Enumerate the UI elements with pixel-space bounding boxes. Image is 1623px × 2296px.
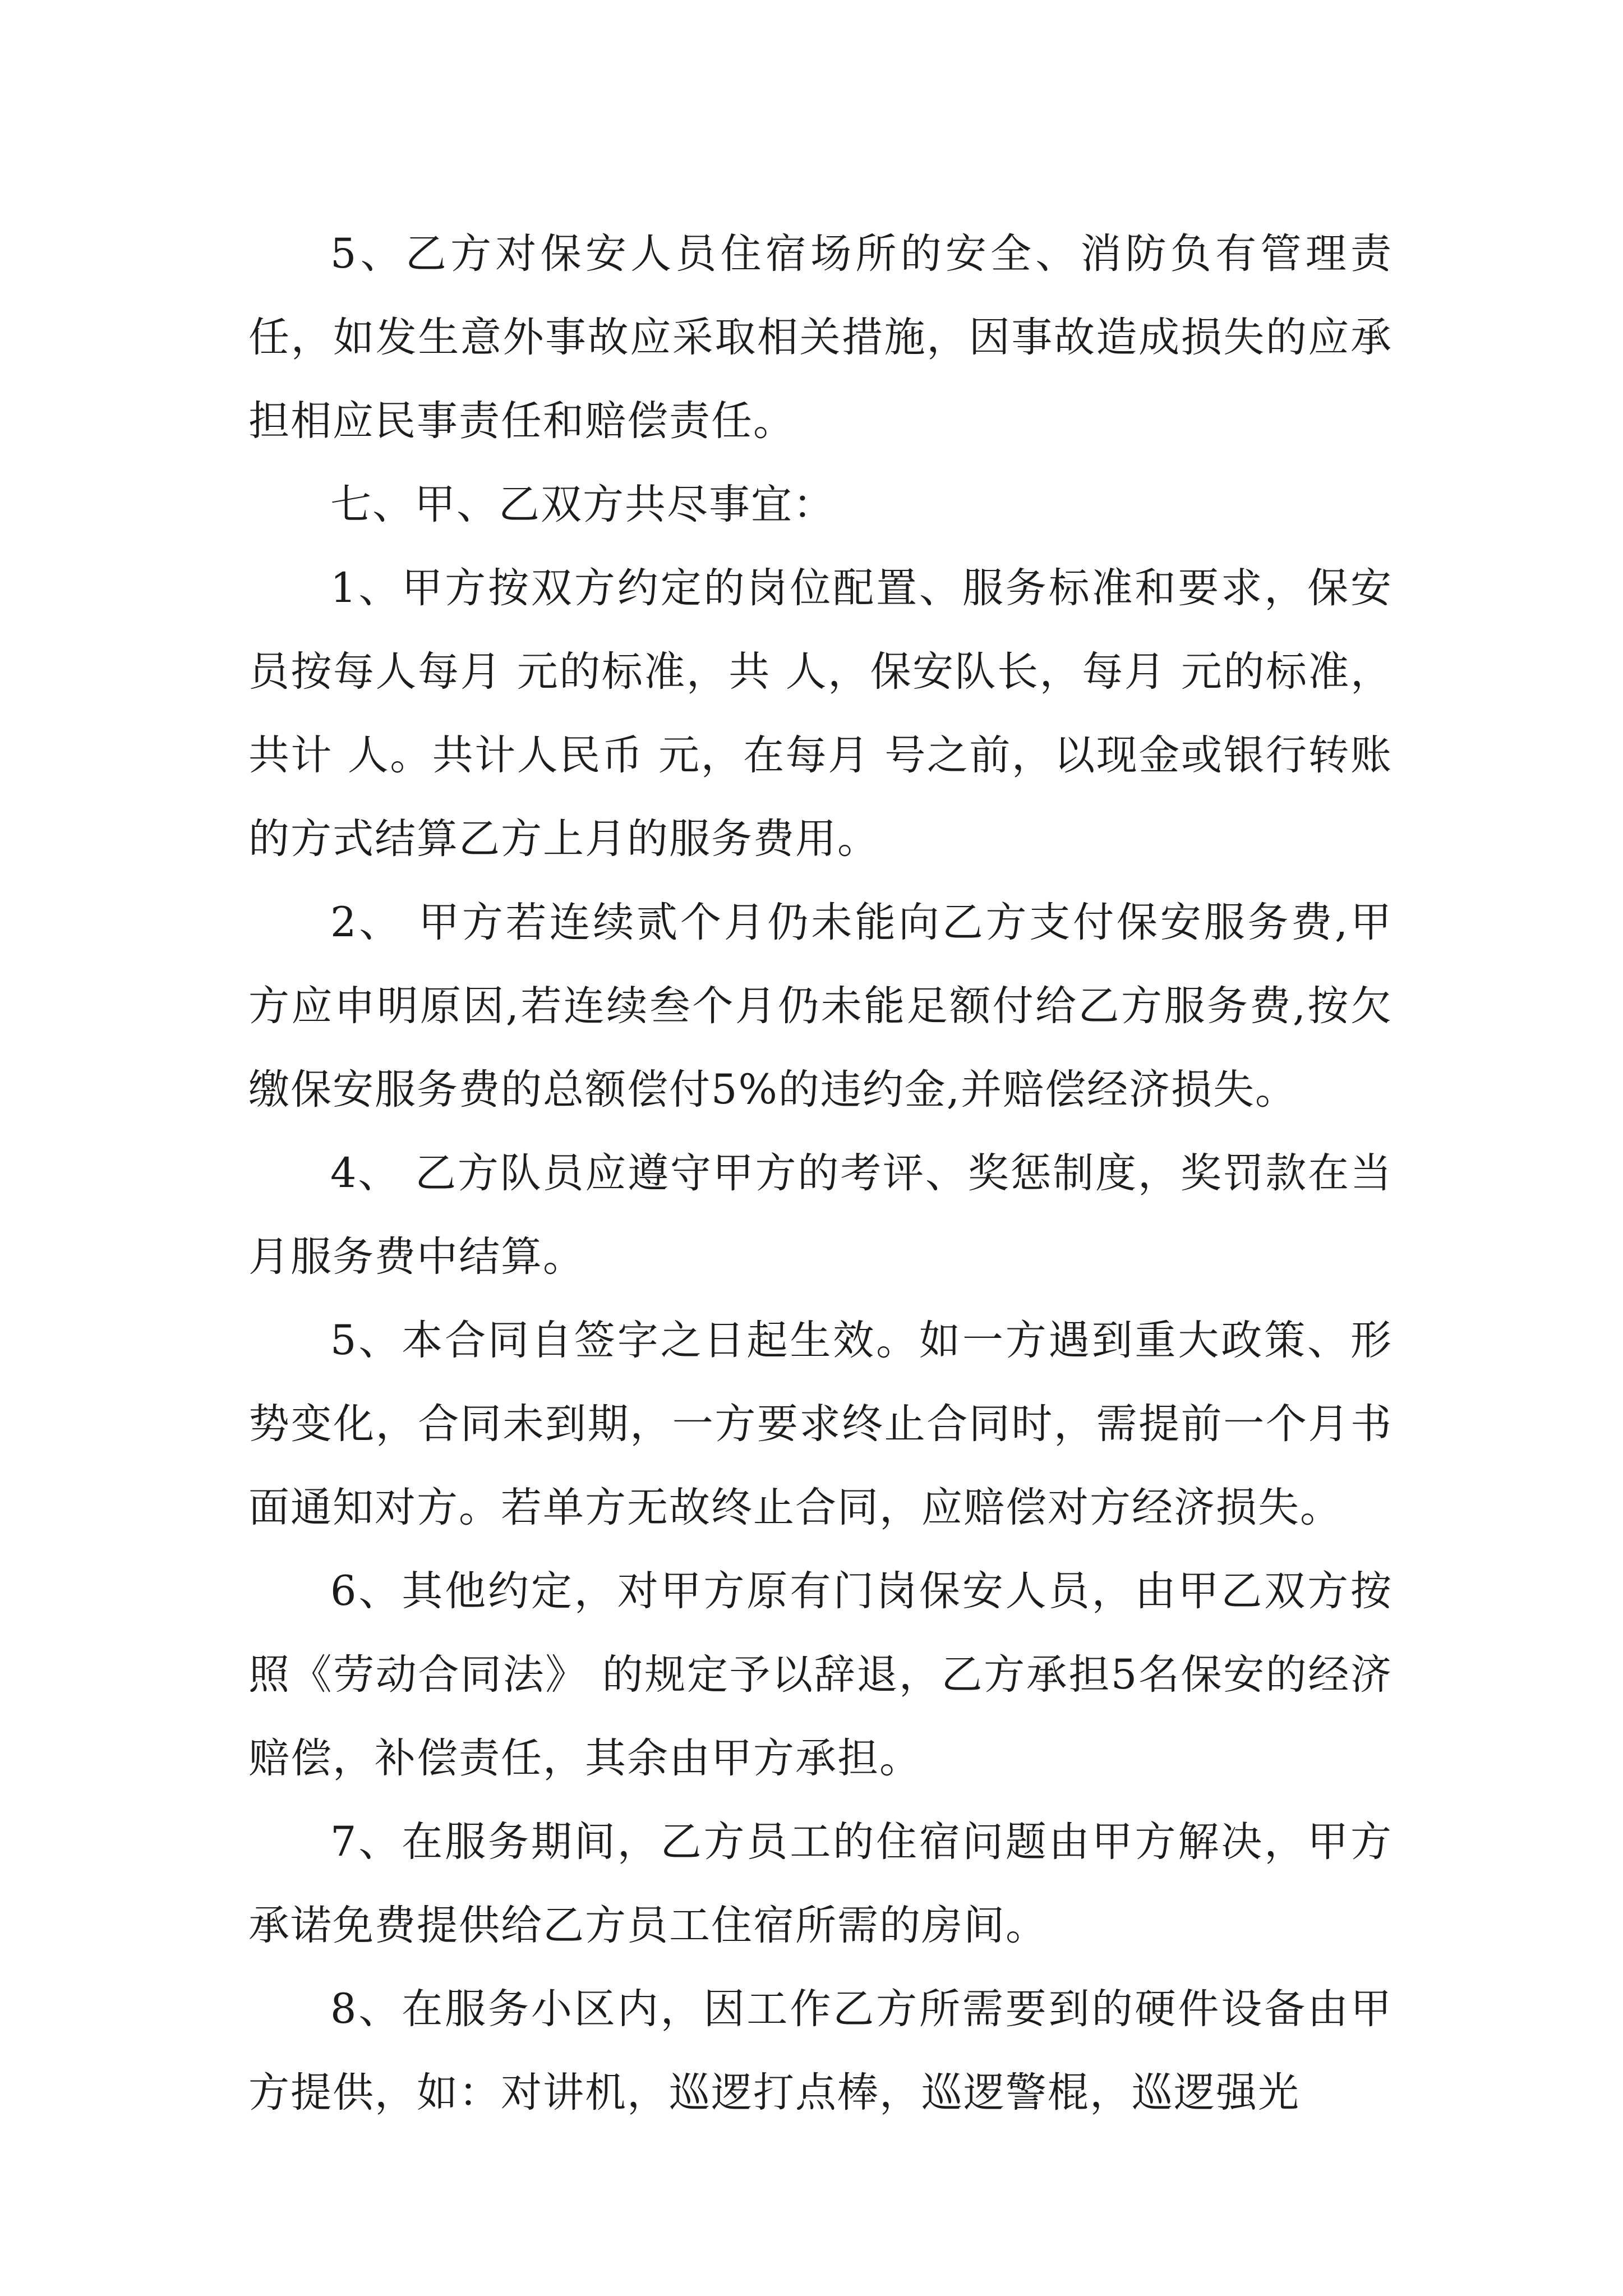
clause-6-other-agreements: 6、其他约定，对甲方原有门岗保安人员，由甲乙双方按照《劳动合同法》 的规定予以辞退，乙方承担5名保安的经济赔偿，补偿责任，其余由甲方承担。 (248, 1567, 1393, 1782)
clause-8-equipment: 8、在服务小区内，因工作乙方所需要到的硬件设备由甲方提供，如：对讲机，巡逻打点棒，巡逻警棍，巡逻强光 (248, 1985, 1393, 2116)
clause-1-service-fee: 1、甲方按双方约定的岗位配置、服务标准和要求，保安员按每人每月 元的标准，共 人，保安队长，每月 元的标准，共计 人。共计人民币 元，在每月 号之前，以现金或银行转账的方式结算乙方上月的服务费用。 (248, 564, 1393, 863)
document-body (248, 212, 1393, 2134)
clause-7-accommodation: 7、在服务期间，乙方员工的住宿问题由甲方解决，甲方承诺免费提供给乙方员工住宿所需的房间。 (248, 1818, 1393, 1949)
clause-5-effective-termination: 5、本合同自签字之日起生效。如一方遇到重大政策、形势变化，合同未到期，一方要求终止合同时，需提前一个月书面通知对方。若单方无故终止合同，应赔偿对方经济损失。 (248, 1317, 1393, 1531)
clause-4-evaluation: 4、 乙方队员应遵守甲方的考评、奖惩制度，奖罚款在当月服务费中结算。 (248, 1149, 1393, 1281)
clause-5-lodging-safety: 5、乙方对保安人员住宿场所的安全、消防负有管理责任，如发生意外事故应采取相关措施，因事故造成损失的应承担相应民事责任和赔偿责任。 (248, 230, 1393, 445)
clause-2-payment-default: 2、 甲方若连续贰个月仍未能向乙方支付保安服务费,甲方应申明原因,若连续叁个月仍未能足额付给乙方服务费,按欠缴保安服务费的总额偿付5%的违约金,并赔偿经济损失。 (248, 899, 1393, 1114)
section-7-heading: 七、甲、乙双方共尽事宜： (330, 481, 835, 528)
